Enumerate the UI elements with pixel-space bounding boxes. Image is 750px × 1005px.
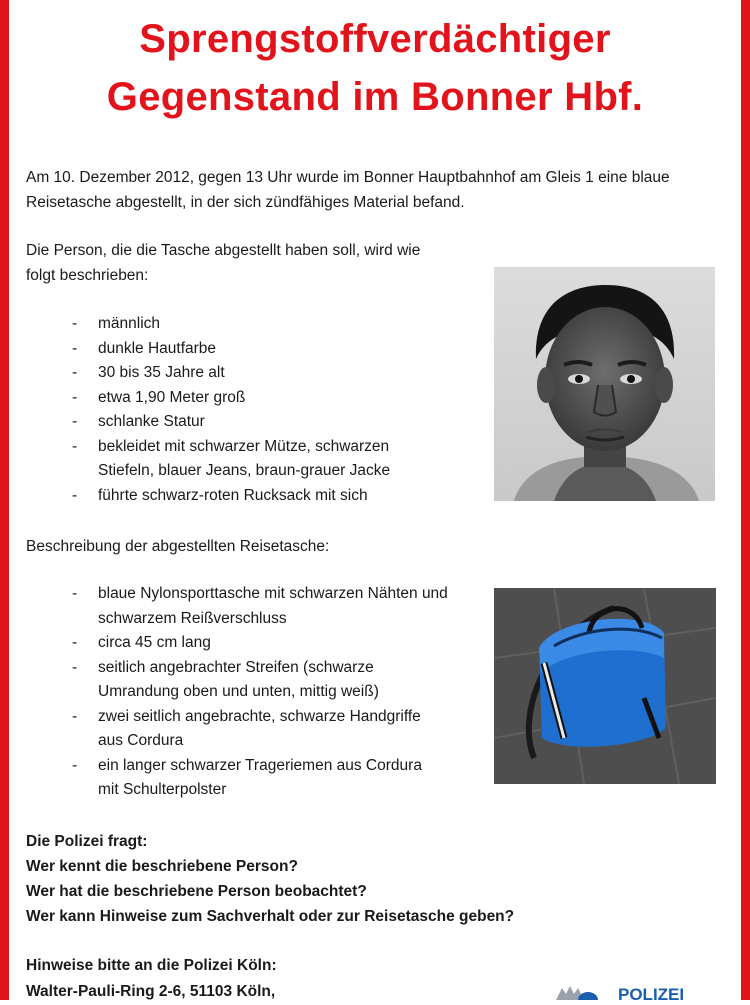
- bag-description-heading: Beschreibung der abgestellten Reisetasche:: [26, 538, 330, 555]
- list-dash: -: [72, 585, 78, 602]
- title-line-1: Sprengstoffverdächtiger: [139, 17, 611, 61]
- person-item-text: 30 bis 35 Jahre alt: [98, 364, 225, 381]
- bag-item-text: seitlich angebrachter Streifen (schwarze: [98, 658, 374, 676]
- list-dash: -: [72, 413, 78, 430]
- bag-item-text: zwei seitlich angebrachte, schwarze Handgriffe: [98, 707, 421, 725]
- title-line-2: Gegenstand im Bonner Hbf.: [106, 75, 644, 119]
- person-item: [26, 312, 466, 337]
- list-dash: -: [72, 339, 78, 357]
- person-item-text: schlanke Statur: [98, 413, 205, 430]
- bag-item: [26, 705, 486, 754]
- person-heading-line-1: Die Person, die die Tasche abgestellt haben soll, wird wie: [26, 242, 421, 259]
- bag-item: [26, 656, 486, 705]
- person-item-text: dunkle Hautfarbe: [98, 339, 217, 357]
- bag-photo-drawing: [494, 588, 716, 784]
- bag-item-text: circa 45 cm lang: [98, 634, 211, 651]
- question-3: Wer kann Hinweise zum Sachverhalt oder zur Reisetasche geben?: [26, 908, 515, 925]
- person-item: [26, 386, 466, 411]
- list-dash: -: [72, 634, 78, 651]
- contact-info: [26, 953, 506, 1005]
- bag-item-text: mit Schulterpolster: [98, 781, 227, 798]
- bag-item-text: Umrandung oben und unten, mittig weiß): [98, 683, 379, 700]
- list-dash: -: [72, 756, 78, 774]
- list-dash: -: [72, 486, 78, 504]
- bag-description-list: [26, 582, 486, 803]
- police-logo-text: POLIZEI: [618, 985, 685, 1000]
- bag-item: [26, 631, 486, 656]
- person-description-heading: [26, 239, 476, 288]
- red-border-right: [741, 0, 750, 1000]
- intro-line-1: Am 10. Dezember 2012, gegen 13 Uhr wurde im Bonner Hauptbahnhof am Gleis 1 eine blaue: [26, 169, 670, 186]
- question-2: Wer hat die beschriebene Person beobachtet?: [26, 883, 367, 900]
- list-dash: -: [72, 315, 78, 332]
- list-dash: -: [72, 437, 78, 455]
- person-item-text: etwa 1,90 Meter groß: [98, 388, 246, 406]
- police-star-icon: [548, 984, 738, 1000]
- list-dash: -: [72, 364, 78, 381]
- red-border-left: [0, 0, 9, 1000]
- bag-item: [26, 582, 486, 631]
- intro-paragraph: [26, 166, 731, 215]
- bag-item-text: blaue Nylonsporttasche mit schwarzen Nähten und: [98, 585, 448, 602]
- bag-photo-image: [494, 588, 716, 784]
- list-dash: -: [72, 658, 78, 676]
- list-dash: -: [72, 388, 78, 406]
- person-item-text: bekleidet mit schwarzer Mütze, schwarzen: [98, 437, 390, 455]
- person-item-text: führte schwarz-roten Rucksack mit sich: [98, 486, 368, 504]
- bag-item-text: ein langer schwarzer Trageriemen aus Cordura: [98, 756, 422, 774]
- bag-item-text: schwarzem Reißverschluss: [98, 609, 287, 627]
- police-logo: [548, 984, 738, 1000]
- person-item: [26, 361, 466, 386]
- police-questions: [26, 829, 726, 929]
- suspect-sketch-drawing: [494, 267, 715, 501]
- person-heading-line-2: folgt beschrieben:: [26, 266, 149, 284]
- person-description-list: [26, 312, 466, 508]
- person-item: [26, 337, 466, 362]
- person-item: [26, 435, 466, 484]
- person-item-text: Stiefeln, blauer Jeans, braun-grauer Jacke: [98, 462, 391, 479]
- person-item: [26, 410, 466, 435]
- person-item-text: männlich: [98, 315, 161, 332]
- bag-item-text: aus Cordura: [98, 732, 184, 749]
- contact-address: Walter-Pauli-Ring 2-6, 51103 Köln,: [26, 983, 276, 1000]
- bag-item: [26, 754, 486, 803]
- person-item: [26, 484, 466, 509]
- contact-line-1: Hinweise bitte an die Polizei Köln:: [26, 957, 277, 974]
- intro-line-2: Reisetasche abgestellt, in der sich zündfähiges Material befand.: [26, 193, 465, 211]
- list-dash: -: [72, 707, 78, 725]
- suspect-sketch-image: [494, 267, 715, 501]
- question-1: Wer kennt die beschriebene Person?: [26, 858, 298, 875]
- questions-heading: Die Polizei fragt:: [26, 833, 148, 850]
- page-title: [12, 10, 738, 126]
